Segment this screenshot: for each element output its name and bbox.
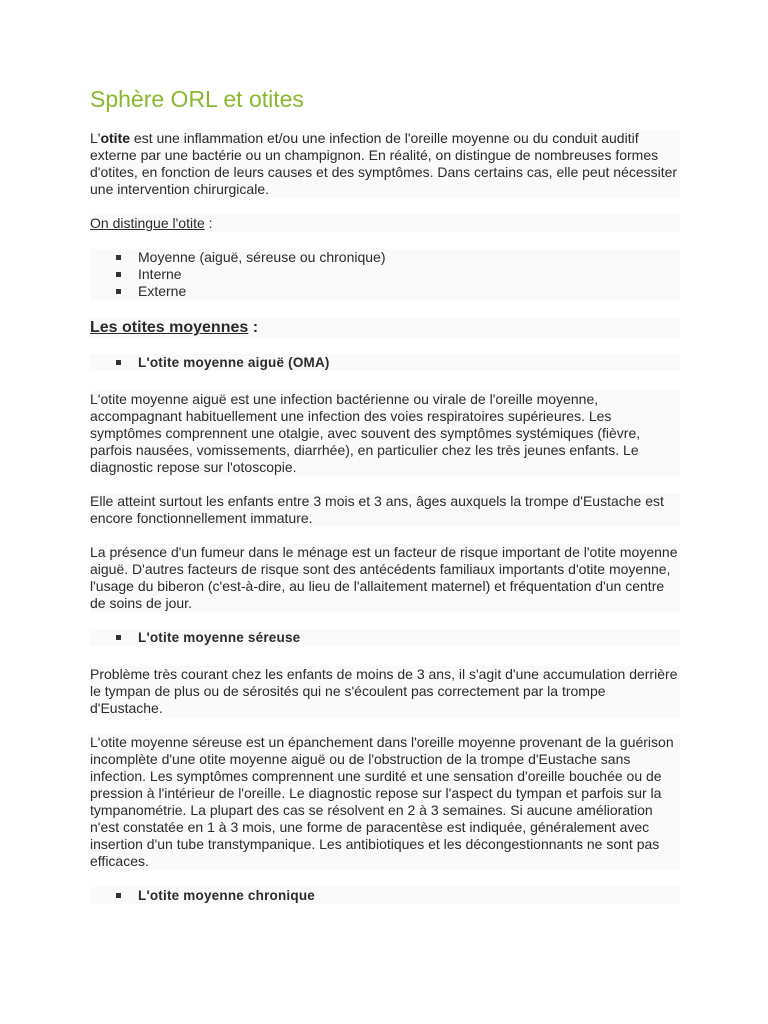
- section-heading-text: Les otites moyennes: [90, 319, 249, 336]
- intro-text: est une inflammation et/ou une infection de l'oreille moyenne ou du conduit auditif externe par une bactérie ou un champignon. En réalité, on distingue de nombreuses formes d'otites, en fonction de leurs causes et des symptômes. Dans certains cas, elle peut nécessiter une intervention chirurgicale.: [90, 130, 678, 197]
- intro-prefix: L': [90, 130, 101, 146]
- document-page: [90, 84, 680, 924]
- list-item: Interne: [114, 266, 680, 283]
- sereuse-paragraph-2: L'otite moyenne séreuse est un épanchement dans l'oreille moyenne provenant de la guérison incomplète d'une otite moyenne aiguë ou de l'obstruction de la trompe d'Eustache sans infection. Les symptômes comprennent une surdité et une sensation d'oreille bouchée ou de pression à l'intérieur de l'oreille. Le diagnostic repose sur l'aspect du tympan et parfois sur la tympanométrie. La plupart des cas se résolvent en 2 à 3 semaines. Si aucune amélioration n'est constatée en 1 à 3 mois, une forme de paracentèse est indiquée, généralement avec insertion d'un tube transtympanique. Les antibiotiques et les décongestionnants ne sont pas efficaces.: [90, 734, 680, 870]
- page-title: Sphère ORL et otites: [90, 86, 304, 112]
- subsection-heading-sereuse: L'otite moyenne séreuse: [114, 629, 680, 646]
- list-item: Moyenne (aiguë, séreuse ou chronique): [114, 249, 680, 266]
- distinguish-label: On distingue l'otite: [90, 215, 205, 231]
- distinguish-suffix: :: [204, 215, 213, 231]
- oma-heading-list: [90, 354, 680, 371]
- section-heading-moyennes: [90, 318, 680, 338]
- chronique-heading-list: [90, 887, 680, 904]
- otite-types-list: [90, 249, 680, 300]
- section-heading-suffix: :: [248, 319, 259, 336]
- subsection-heading-oma: L'otite moyenne aiguë (OMA): [114, 354, 680, 371]
- distinguish-line: [90, 215, 680, 232]
- oma-paragraph-3: La présence d'un fumeur dans le ménage est un facteur de risque important de l'otite moyenne aiguë. D'autres facteurs de risque sont des antécédents familiaux importants d'otite moyenne, l'usage du biberon (c'est-à-dire, au lieu de l'allaitement maternel) et fréquentation d'un centre de soins de jour.: [90, 544, 680, 612]
- oma-paragraph-1: L'otite moyenne aiguë est une infection bactérienne ou virale de l'oreille moyenne, accompagnant habituellement une infection des voies respiratoires supérieures. Les symptômes comprennent une otalgie, avec souvent des symptômes systémiques (fièvre, parfois nausées, vomissements, diarrhée), en particulier chez les très jeunes enfants. Le diagnostic repose sur l'otoscopie.: [90, 391, 680, 476]
- oma-paragraph-2: Elle atteint surtout les enfants entre 3 mois et 3 ans, âges auxquels la trompe d'Eustache est encore fonctionnellement immature.: [90, 493, 680, 527]
- sereuse-paragraph-1: Problème très courant chez les enfants de moins de 3 ans, il s'agit d'une accumulation derrière le tympan de plus ou de sérosités qui ne s'écoulent pas correctement par la trompe d'Eustache.: [90, 666, 680, 717]
- list-item: Externe: [114, 283, 680, 300]
- intro-paragraph: [90, 130, 680, 198]
- subsection-heading-chronique: L'otite moyenne chronique: [114, 887, 680, 904]
- intro-keyword: otite: [100, 130, 131, 146]
- sereuse-heading-list: [90, 629, 680, 646]
